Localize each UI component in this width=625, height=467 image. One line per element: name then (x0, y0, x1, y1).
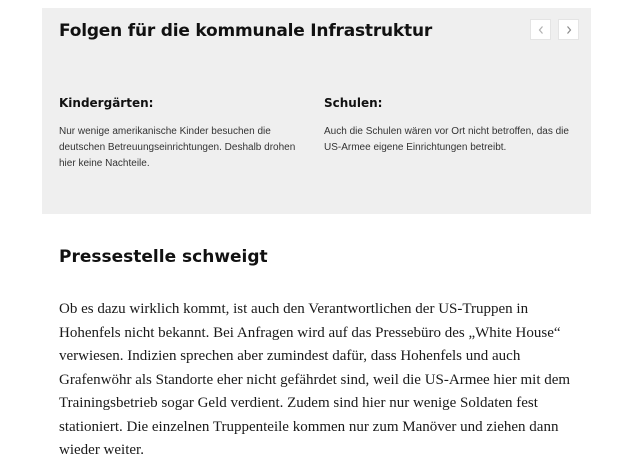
slide-text: Nur wenige amerikanische Kinder besuchen die deutschen Betreuungseinrichtungen. Deshalb drohen hier keine Nachteile. (59, 126, 296, 169)
slide-heading: Kindergärten: (59, 96, 154, 110)
chevron-left-icon (537, 25, 545, 35)
infobox-title: Folgen für die kommunale Infrastruktur (59, 21, 433, 41)
article-paragraph: Ob es dazu wirklich kommt, ist auch den Verantwortlichen der US-Truppen in Hohenfels nicht bekannt. Bei Anfragen wird auf das Pressebüro des „White House“ verwiesen. Indizien sprechen aber zumindest dafür, dass Hohenfels und auch Grafenwöhr als Standorte eher nicht gefährdet sind, weil die US-Armee hier mit dem Trainingsbetrieb sogar Geld verdient. Zudem sind hier nur wenige Soldaten fest stationiert. Die einzelnen Truppenteile kommen nur zum Manöver und ziehen dann wieder weiter. (59, 301, 571, 458)
slide-kindergaerten (59, 96, 309, 172)
carousel-next-button[interactable] (558, 19, 579, 40)
slide-heading: Schulen: (324, 96, 383, 110)
carousel-prev-button[interactable] (530, 19, 551, 40)
slide-text: Auch die Schulen wären vor Ort nicht betroffen, das die US-Armee eigene Einrichtungen betreibt. (324, 126, 569, 153)
article-subheading: Pressestelle schweigt (59, 247, 268, 267)
chevron-right-icon (565, 25, 573, 35)
slide-schulen (324, 96, 574, 156)
infrastructure-infobox (42, 8, 591, 214)
